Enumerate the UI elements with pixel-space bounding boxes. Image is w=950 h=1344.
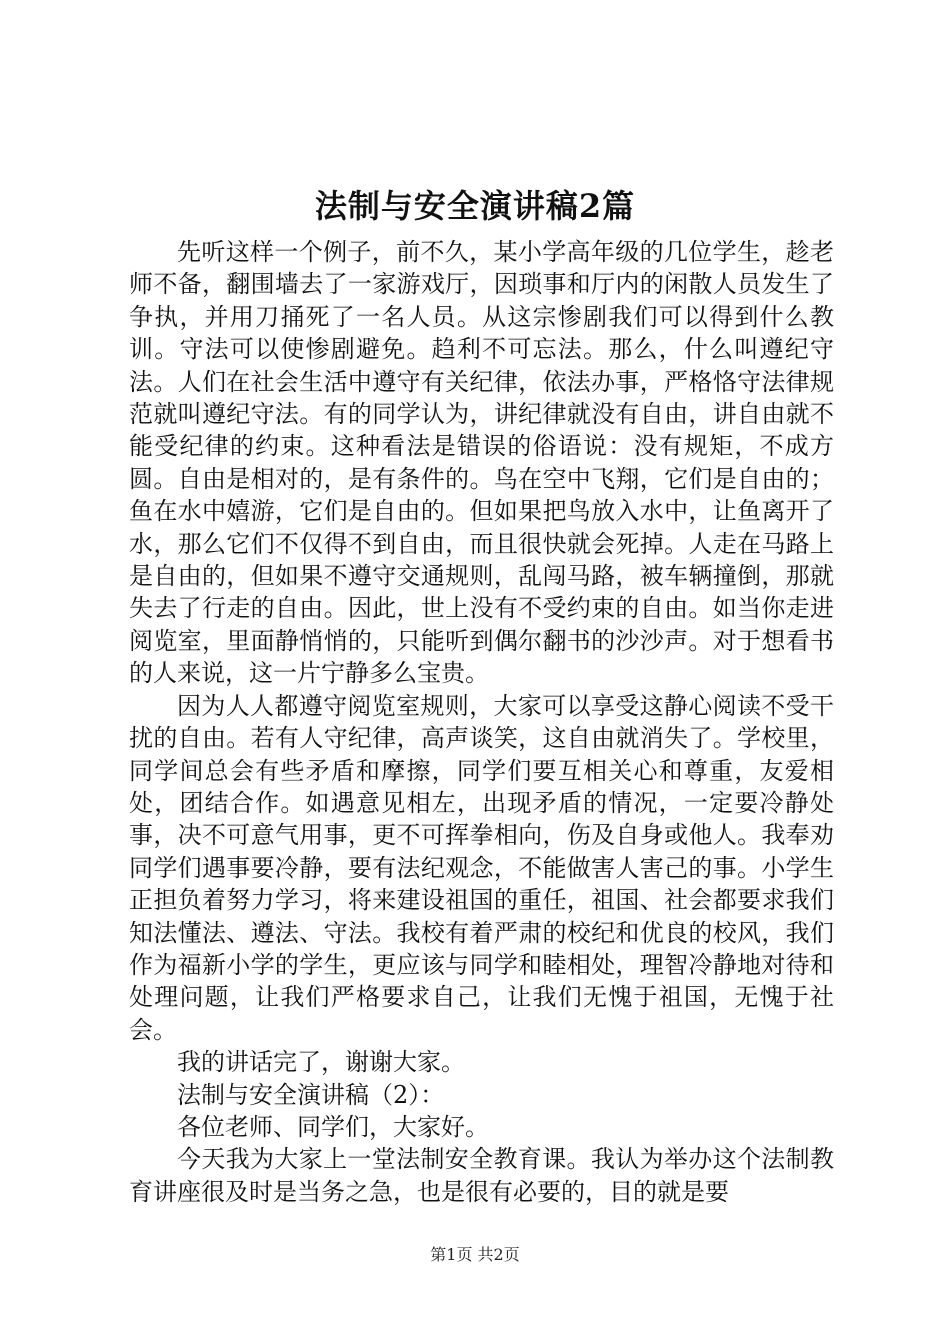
paragraph-2: 因为人人都遵守阅览室规则，大家可以享受这静心阅读不受干扰的自由。若有人守纪律，高声谈笑，这自由就消失了。学校里，同学间总会有些矛盾和摩擦，同学们要互相关心和尊重，友爱相处，团结合作。如遇意见相左，出现矛盾的情况，一定要冷静处事，决不可意气用事，更不可挥拳相向，伤及自身或他人。我奉劝同学们遇事要冷静，要有法纪观念，不能做害人害己的事。小学生正担负着努力学习，将来建设祖国的重任，祖国、社会都要求我们知法懂法、遵法、守法。我校有着严肃的校纪和优良的校风，我们作为福新小学的学生，更应该与同学和睦相处，理智冷静地对待和处理问题，让我们严格要求自己，让我们无愧于祖国，无愧于社会。 [129, 691, 834, 1044]
paragraph-4: 法制与安全演讲稿（2）： [177, 1080, 445, 1109]
paragraph-1: 先听这样一个例子，前不久，某小学高年级的几位学生，趁老师不备，翻围墙去了一家游戏厅，因琐事和厅内的闲散人员发生了争执，并用刀捅死了一名人员。从这宗惨剧我们可以得到什么教训。守法可以使惨剧避免。趋利不可忘法。那么，什么叫遵纪守法。人们在社会生活中遵守有关纪律，依法办事，严格恪守法律规范就叫遵纪守法。有的同学认为，讲纪律就没有自由，讲自由就不能受纪律的约束。这种看法是错误的俗语说：没有规矩，不成方圆。自由是相对的，是有条件的。鸟在空中飞翔，它们是自由的；鱼在水中嬉游，它们是自由的。但如果把鸟放入水中，让鱼离开了水，那么它们不仅得不到自由，而且很快就会死掉。人走在马路上是自由的，但如果不遵守交通规则，乱闯马路，被车辆撞倒，那就失去了行走的自由。因此，世上没有不受约束的自由。如当你走进阅览室，里面静悄悄的，只能听到偶尔翻书的沙沙声。对于想看书的人来说，这一片宁静多么宝贵。 [129, 238, 834, 688]
document-title: 法制与安全演讲稿2篇 [314, 187, 636, 225]
paragraph-5: 各位老师、同学们，大家好。 [177, 1112, 489, 1141]
page-footer: 第1页 共2页 [430, 1245, 520, 1264]
paragraph-3: 我的讲话完了，谢谢大家。 [177, 1048, 465, 1077]
paragraph-6: 今天我为大家上一堂法制安全教育课。我认为举办这个法制教育讲座很及时是当务之急，也是很有必要的，目的就是要 [129, 1145, 834, 1206]
document-body [129, 236, 834, 1208]
